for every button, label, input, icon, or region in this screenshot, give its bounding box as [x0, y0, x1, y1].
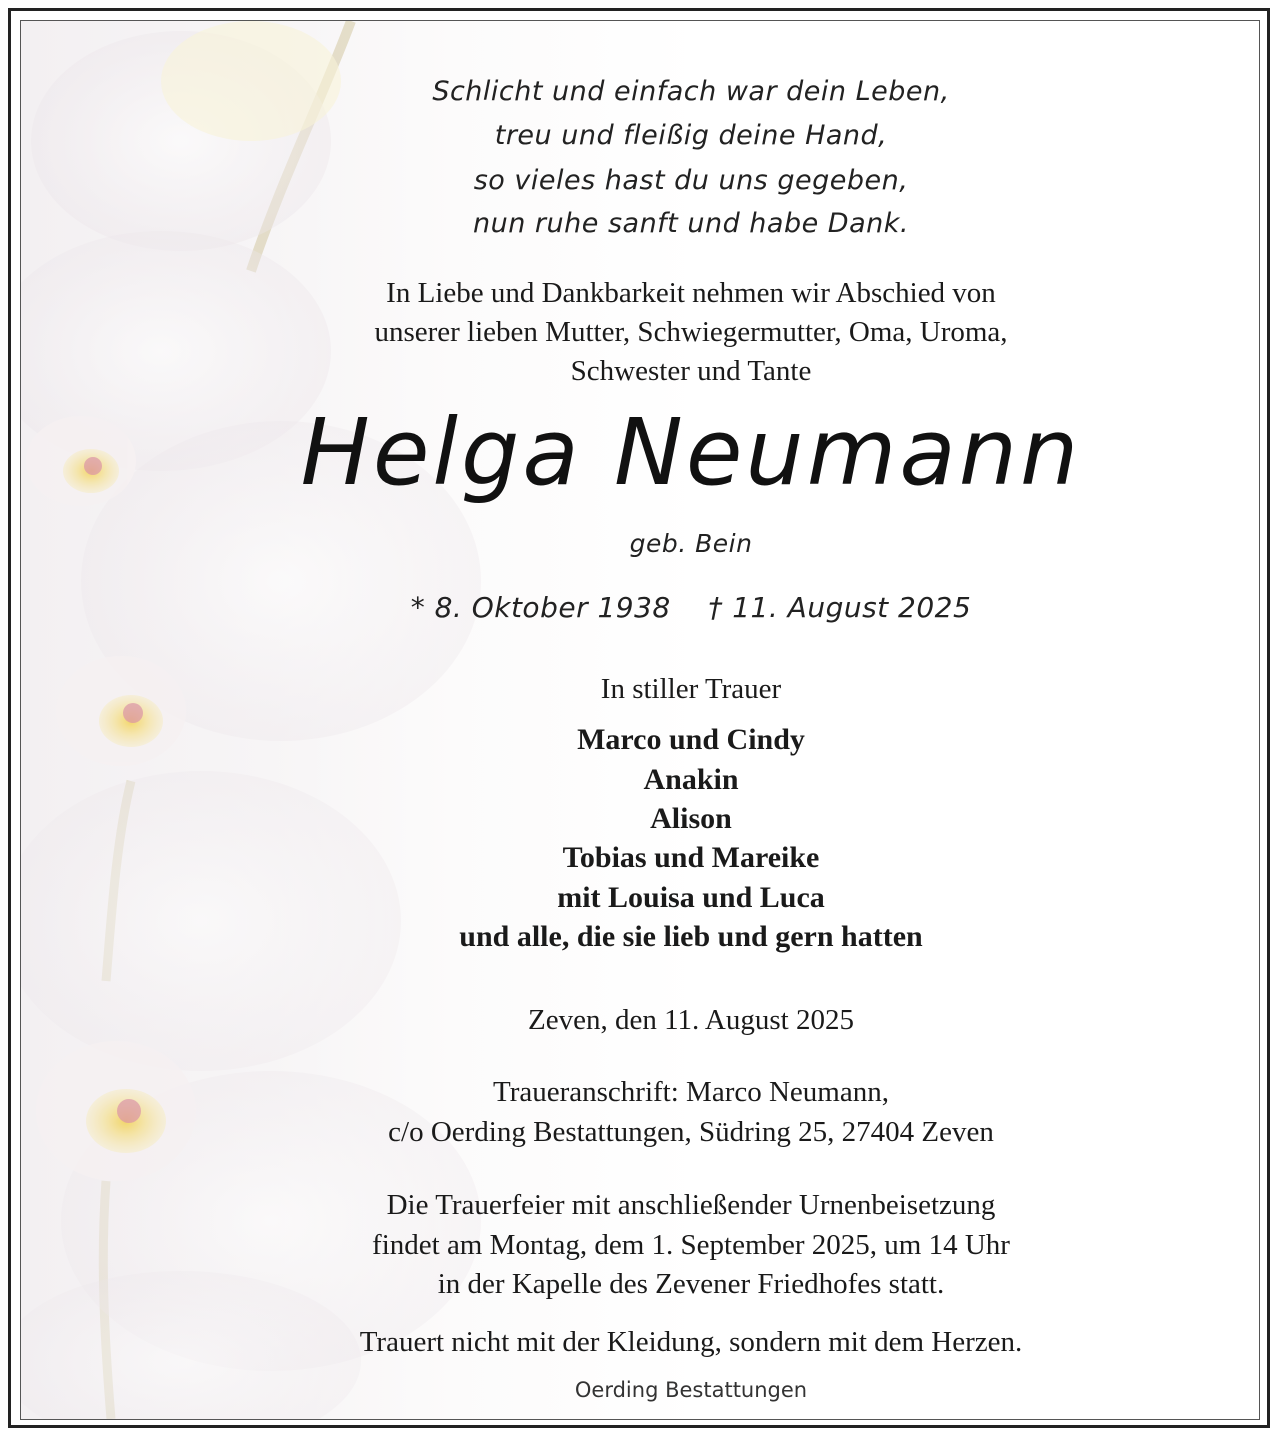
mourner-line: Tobias und Mareike [562, 841, 820, 874]
intro-line: unserer lieben Mutter, Schwiegermutter, Oma, Uroma, [374, 316, 1008, 348]
life-dates: * 8. Oktober 1938 † 11. August 2025 [410, 591, 972, 624]
mourner-line: Alison [650, 802, 732, 835]
maiden-name: geb. Bein [629, 529, 753, 558]
ceremony-line: Die Trauerfeier mit anschließender Urnenbeisetzung [386, 1189, 996, 1221]
mourner-line: und alle, die sie lieb und gern hatten [459, 920, 923, 953]
mourner-line: Marco und Cindy [577, 723, 805, 756]
address-line: c/o Oerding Bestattungen, Südring 25, 27404 Zeven [388, 1116, 994, 1148]
closing-quote: Trauert nicht mit der Kleidung, sondern mit dem Herzen. [359, 1326, 1023, 1358]
poem-line: Schlicht und einfach war dein Leben, [432, 76, 950, 107]
funeral-home-credit: Oerding Bestattungen [574, 1378, 808, 1402]
mourning-label: In stiller Trauer [600, 673, 782, 705]
mourner-line: mit Louisa und Luca [557, 881, 825, 914]
ceremony-line: in der Kapelle des Zevener Friedhofes statt. [437, 1268, 945, 1300]
mourner-line: Anakin [643, 763, 739, 796]
obituary-notice [20, 20, 1260, 1420]
deceased-name: Helga Neumann [300, 399, 1082, 506]
ceremony-line: findet am Montag, dem 1. September 2025, um 14 Uhr [372, 1229, 1010, 1261]
intro-line: Schwester und Tante [570, 355, 812, 387]
intro-line: In Liebe und Dankbarkeit nehmen wir Abschied von [386, 277, 996, 309]
address-line: Traueranschrift: Marco Neumann, [493, 1076, 889, 1108]
poem-line: so vieles hast du uns gegeben, [473, 165, 909, 196]
place-date: Zeven, den 11. August 2025 [528, 1004, 854, 1036]
poem-line: treu und fleißig deine Hand, [494, 120, 888, 151]
poem-line: nun ruhe sanft und habe Dank. [473, 208, 909, 239]
